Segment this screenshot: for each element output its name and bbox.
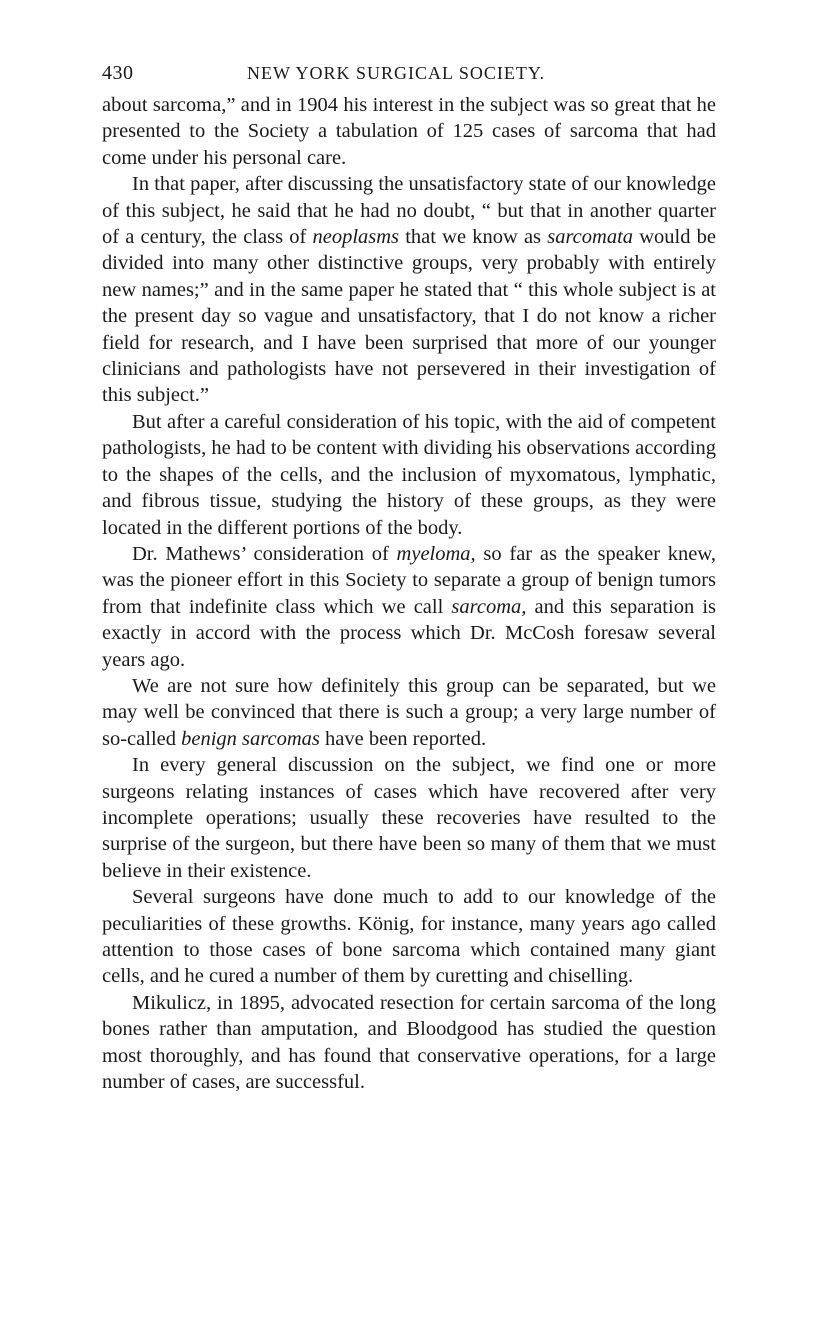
body-text — [102, 92, 716, 1095]
paragraph-text: and this separation is exactly in accord with the process which Dr. McCosh foresaw several years ago. — [102, 595, 716, 671]
paragraph-text: about sarcoma,” and in 1904 his interest in the subject was so great that he presented to the Society a tabulation of 125 cases of sarcoma that had come under his personal care. — [102, 94, 716, 169]
italic-term: sarcomata — [547, 226, 634, 249]
paragraph-text: that we know as — [399, 226, 548, 249]
paragraph-text: Mikulicz, in 1895, advocated resection for certain sarcoma of the long bones rather than amputation, and Bloodgood has studied the question most thoroughly, and has found that conservative operations, for a large number of cases, are successful. — [102, 991, 716, 1094]
italic-term: benign sarcomas — [181, 727, 320, 750]
paragraph-5 — [102, 673, 716, 752]
paragraph-text: Several surgeons have done much to add to our knowledge of the peculiarities of these growths. König, for instance, many years ago called attention to those cases of bone sarcoma which contained many giant cells, and he cured a number of them by curetting and chiselling. — [102, 886, 716, 988]
paragraph-text: We are not sure how definitely this group can be separated, but we may well be convinced that there is such a group; a very large number of so-called — [102, 674, 716, 750]
paragraph-7 — [102, 884, 716, 990]
paragraph-6 — [102, 752, 716, 884]
italic-term: myeloma, — [396, 542, 476, 565]
paragraph-text: Dr. Mathews’ consideration of — [132, 542, 397, 565]
paragraph-8 — [102, 990, 716, 1096]
paragraph-text: would be divided into many other distinctive groups, very probably with entirely new names;” and in the same paper he stated that “ this whole subject is at the present day so vague and unsatisfactory, that I do not know a richer field for research, and I have been surprised that more of our younger clinicians and pathologists have not persevered in their investigation of this subject.” — [102, 226, 716, 407]
paragraph-text: In every general discussion on the subject, we find one or more surgeons relating instances of cases which have recovered after very incomplete operations; usually these recoveries have resulted to the surprise of the surgeon, but there have been so many of them that we must believe in their existence. — [102, 754, 716, 882]
paragraph-text: so far as the speaker knew, was the pioneer effort in this Society to separate a group of benign tumors from that indefinite class which we call — [102, 542, 716, 618]
paragraph-3 — [102, 409, 716, 541]
paragraph-text: But after a careful consideration of his topic, with the aid of competent pathologists, he had to be content with dividing his observations according to the shapes of the cells, and the inclusion of myxomatous, lymphatic, and fibrous tissue, studying the history of these groups, as they were located in the different portions of the body. — [102, 410, 716, 539]
paragraph-2 — [102, 171, 716, 409]
page-number: 430 — [102, 62, 134, 84]
paragraph-text: have been reported. — [319, 727, 487, 750]
italic-term: sarcoma, — [451, 595, 527, 618]
document-page — [102, 58, 716, 1095]
paragraph-1 — [102, 92, 716, 171]
running-head — [102, 58, 716, 92]
running-head-title: NEW YORK SURGICAL SOCIETY. — [247, 63, 546, 83]
italic-term: neoplasms — [312, 226, 400, 249]
paragraph-text: In that paper, after discussing the unsatisfactory state of our knowledge of this subject, he said that he had no doubt, “ but that in another quarter of a century, the class of — [102, 173, 716, 249]
paragraph-4 — [102, 541, 716, 673]
